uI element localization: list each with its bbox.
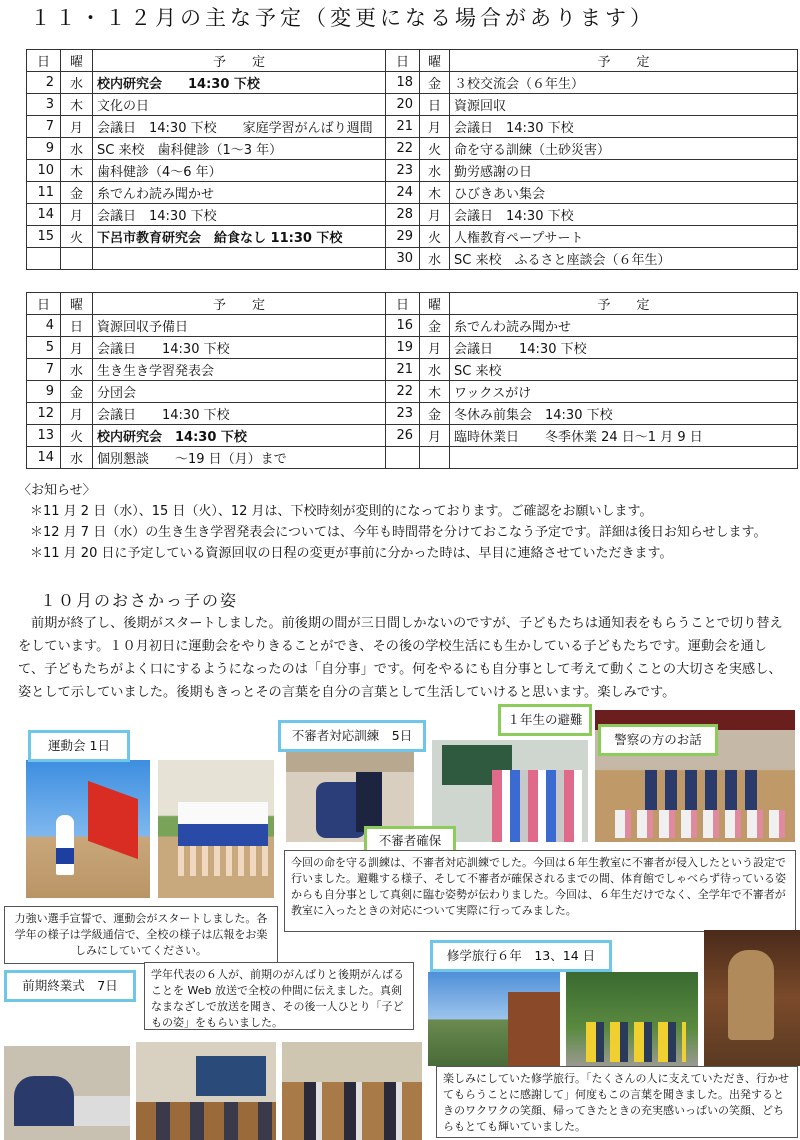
notice-item: ＊12 月 7 日（水）の生き生き学習発表会については、今年も時間帯を分けておこなう予定です。詳細は後日お知らせします。 [30, 525, 767, 540]
sports-day-caption: 力強い選手宣誓で、運動会がスタートしました。各学年の様子は学級通信で、全校の様子は広報をお楽しみにしていてください。 [4, 906, 278, 964]
table-row [27, 204, 798, 226]
closing-ceremony-caption: 学年代表の６人が、前期のがんばりと後期がんばることを Web 放送で全校の仲間に伝えました。真剣なまなざしで放送を聞き、その後一人ひとり「子どもの姿」をもらいました。 [144, 962, 414, 1030]
sports-day-photo-1 [26, 760, 150, 898]
plan-cell: 文化の日 [93, 94, 386, 116]
plan-cell: 臨時休業日 冬季休業 24 日～1 月 9 日 [450, 425, 798, 447]
weekday-cell: 金 [420, 72, 450, 94]
plan-cell: 会議日 14:30 下校 [93, 337, 386, 359]
weekday-cell: 木 [61, 160, 93, 182]
day-cell: 13 [27, 425, 61, 447]
plan-cell: 人権教育ペープサート [450, 226, 798, 248]
weekday-cell: 木 [420, 381, 450, 403]
plan-cell: 個別懇談 ～19 日（月）まで [93, 447, 386, 469]
november-schedule-table [26, 49, 798, 270]
weekday-cell: 月 [420, 116, 450, 138]
weekday-cell: 水 [61, 447, 93, 469]
day-cell: 22 [386, 381, 420, 403]
weekday-cell: 木 [61, 94, 93, 116]
table-row [27, 138, 798, 160]
day-cell: 15 [27, 226, 61, 248]
header-day: 日 [386, 50, 420, 72]
weekday-cell: 月 [61, 337, 93, 359]
day-cell [27, 248, 61, 270]
drill-caption: 今回の命を守る訓練は、不審者対応訓練でした。今回は６年生教室に不審者が侵入したという設定で行いました。避難する様子、そして不審者が確保されるまでの間、体育館でしゃべらず待っている姿からも自分事として真剣に臨む姿勢が伝わりました。今回は、６年生だけでなく、全学年で不審者が教室に入ったときの対応について実際に行ってみました。 [284, 850, 796, 932]
weekday-cell: 金 [61, 182, 93, 204]
day-cell: 7 [27, 116, 61, 138]
capture-label: 不審者確保 [364, 826, 456, 856]
plan-cell: 糸でんわ読み聞かせ [450, 315, 798, 337]
day-cell: 14 [27, 447, 61, 469]
day-cell: 22 [386, 138, 420, 160]
plan-cell: 分団会 [93, 381, 386, 403]
weekday-cell: 月 [420, 425, 450, 447]
day-cell: 7 [27, 359, 61, 381]
table-row [27, 337, 798, 359]
first-grade-evacuation-label: １年生の避難 [498, 704, 592, 736]
plan-cell: 命を守る訓練（土砂災害） [450, 138, 798, 160]
sports-day-label: 運動会 1日 [28, 730, 130, 762]
header-day: 日 [386, 293, 420, 315]
table-row [27, 182, 798, 204]
header-plan: 予 定 [93, 293, 386, 315]
trip-photo-1 [428, 972, 560, 1066]
day-cell: 11 [27, 182, 61, 204]
table-row [27, 447, 798, 469]
weekday-cell: 月 [420, 337, 450, 359]
closing-ceremony-label: 前期終業式 7日 [4, 970, 136, 1002]
day-cell: 23 [386, 403, 420, 425]
table-row [27, 94, 798, 116]
plan-cell: SC 来校 歯科健診（1～3 年） [93, 138, 386, 160]
header-weekday: 曜 [420, 50, 450, 72]
trip-photo-2 [566, 972, 698, 1066]
day-cell: 20 [386, 94, 420, 116]
notice-item: ＊11 月 2 日（水）、15 日（火）、12 月は、下校時刻が変則的になっております。ご確認をお願いします。 [30, 504, 653, 519]
plan-cell: 会議日 14:30 下校 [450, 204, 798, 226]
day-cell: 4 [27, 315, 61, 337]
day-cell: 9 [27, 138, 61, 160]
closing-photo-3 [282, 1042, 422, 1140]
header-weekday: 曜 [61, 293, 93, 315]
day-cell: 26 [386, 425, 420, 447]
table-row [27, 381, 798, 403]
police-talk-label: 警察の方のお話 [598, 724, 718, 756]
weekday-cell: 金 [61, 381, 93, 403]
header-day: 日 [27, 50, 61, 72]
day-cell: 5 [27, 337, 61, 359]
day-cell: 21 [386, 116, 420, 138]
header-weekday: 曜 [420, 293, 450, 315]
section-title: １０月のおさかっ子の姿 [40, 591, 239, 610]
table-row [27, 403, 798, 425]
report-paragraph: 前期が終了し、後期がスタートしました。前後期の間が三日間しかないのですが、子どもたちは通知表をもらうことで切り替えをしています。１０月初日に運動会をやりきることができ、その後の学校生活にも生かしている子どもたちです。運動会を通して、子どもたちがよく口にするようになったのは「自分事」です。何をやるにも自分事として考えて動くことの大切さを実感し、姿として示していました。後期もきっとその言葉を自分の言葉として生活していけると思います。楽しみです。 [18, 616, 783, 700]
header-plan: 予 定 [450, 50, 798, 72]
day-cell: 10 [27, 160, 61, 182]
drill-label: 不審者対応訓練 5日 [278, 720, 426, 752]
plan-cell: 会議日 14:30 下校 [93, 403, 386, 425]
header-plan: 予 定 [93, 50, 386, 72]
day-cell: 12 [27, 403, 61, 425]
day-cell: 21 [386, 359, 420, 381]
weekday-cell: 火 [420, 226, 450, 248]
weekday-cell: 月 [61, 403, 93, 425]
day-cell: 14 [27, 204, 61, 226]
day-cell: 9 [27, 381, 61, 403]
weekday-cell: 水 [420, 160, 450, 182]
plan-cell: 会議日 14:30 下校 [93, 204, 386, 226]
weekday-cell: 火 [420, 138, 450, 160]
weekday-cell: 日 [61, 315, 93, 337]
header-day: 日 [27, 293, 61, 315]
weekday-cell [420, 447, 450, 469]
day-cell: 30 [386, 248, 420, 270]
plan-cell: 冬休み前集会 14:30 下校 [450, 403, 798, 425]
plan-cell: 下呂市教育研究会 給食なし 11:30 下校 [93, 226, 386, 248]
notices-heading: 〈お知らせ〉 [18, 483, 96, 498]
table-row [27, 315, 798, 337]
plan-cell: ３校交流会（６年生） [450, 72, 798, 94]
weekday-cell: 水 [61, 359, 93, 381]
plan-cell: 会議日 14:30 下校 [450, 337, 798, 359]
day-cell: 29 [386, 226, 420, 248]
header-plan: 予 定 [450, 293, 798, 315]
plan-cell: SC 来校 ふるさと座談会（６年生） [450, 248, 798, 270]
plan-cell [93, 248, 386, 270]
plan-cell: 資源回収予備日 [93, 315, 386, 337]
plan-cell: 歯科健診（4～6 年） [93, 160, 386, 182]
day-cell: 19 [386, 337, 420, 359]
table-row [27, 425, 798, 447]
weekday-cell: 月 [420, 204, 450, 226]
plan-cell: ワックスがけ [450, 381, 798, 403]
table-row [27, 116, 798, 138]
weekday-cell: 火 [61, 226, 93, 248]
weekday-cell: 金 [420, 315, 450, 337]
plan-cell: 会議日 14:30 下校 家庭学習がんばり週間 [93, 116, 386, 138]
table-row [27, 226, 798, 248]
plan-cell [450, 447, 798, 469]
weekday-cell: 火 [61, 425, 93, 447]
day-cell: 28 [386, 204, 420, 226]
sports-day-photo-2 [158, 760, 274, 898]
weekday-cell: 水 [420, 359, 450, 381]
school-trip-caption: 楽しみにしていた修学旅行。「たくさんの人に支えていただき、行かせてもらうことに感謝して」何度もこの言葉を聞きました。出発するときのワクワクの笑顔、帰ってきたときの充実感いっぱいの笑顔、どちらもとても輝いていました。 [436, 1066, 798, 1138]
weekday-cell: 木 [420, 182, 450, 204]
table-row [27, 160, 798, 182]
weekday-cell: 水 [61, 72, 93, 94]
weekday-cell: 月 [61, 204, 93, 226]
day-cell: 16 [386, 315, 420, 337]
day-cell [386, 447, 420, 469]
plan-cell: 校内研究会 14:30 下校 [93, 425, 386, 447]
day-cell: 2 [27, 72, 61, 94]
school-trip-label: 修学旅行６年 13、14 日 [430, 940, 612, 972]
table-header-row [27, 293, 798, 315]
weekday-cell: 水 [420, 248, 450, 270]
plan-cell: ひびきあい集会 [450, 182, 798, 204]
closing-photo-1 [4, 1046, 130, 1140]
weekday-cell [61, 248, 93, 270]
page-title: １１・１２月の主な予定（変更になる場合があります） [30, 6, 655, 30]
day-cell: 18 [386, 72, 420, 94]
closing-photo-2 [136, 1042, 276, 1140]
plan-cell: 糸でんわ読み聞かせ [93, 182, 386, 204]
plan-cell: 会議日 14:30 下校 [450, 116, 798, 138]
table-row [27, 359, 798, 381]
weekday-cell: 日 [420, 94, 450, 116]
table-row [27, 72, 798, 94]
plan-cell: 生き生き学習発表会 [93, 359, 386, 381]
plan-cell: 資源回収 [450, 94, 798, 116]
weekday-cell: 月 [61, 116, 93, 138]
day-cell: 23 [386, 160, 420, 182]
day-cell: 24 [386, 182, 420, 204]
table-header-row [27, 50, 798, 72]
weekday-cell: 水 [61, 138, 93, 160]
weekday-cell: 金 [420, 403, 450, 425]
notices [18, 480, 793, 564]
december-schedule-table [26, 292, 798, 469]
header-weekday: 曜 [61, 50, 93, 72]
trip-photo-3 [704, 930, 800, 1066]
table-row [27, 248, 798, 270]
plan-cell: SC 来校 [450, 359, 798, 381]
day-cell: 3 [27, 94, 61, 116]
plan-cell: 勤労感謝の日 [450, 160, 798, 182]
plan-cell: 校内研究会 14:30 下校 [93, 72, 386, 94]
notice-item: ＊11 月 20 日に予定している資源回収の日程の変更が事前に分かった時は、早目に連絡させていただきます。 [30, 546, 673, 561]
